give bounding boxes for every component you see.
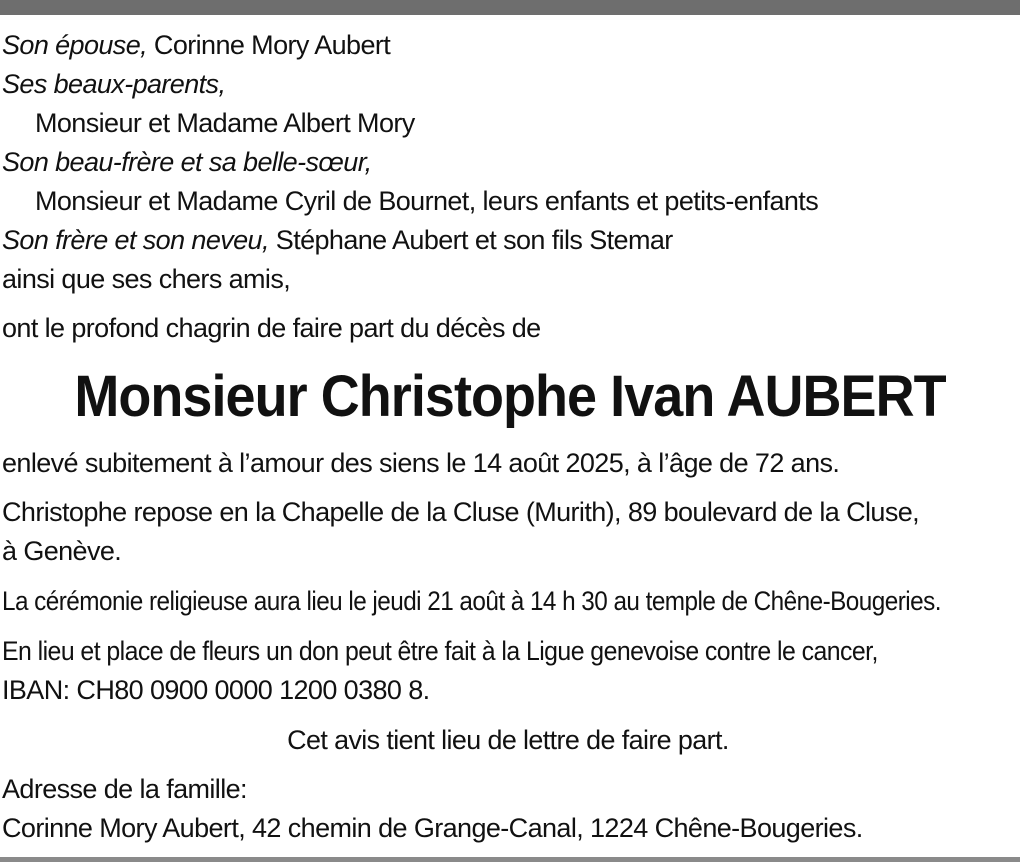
family-address: Corinne Mory Aubert, 42 chemin de Grange-Canal, 1224 Chêne-Bougeries. [2, 813, 863, 843]
repose-line-1: Christophe repose en la Chapelle de la Cluse (Murith), 89 boulevard de la Cluse, [2, 497, 920, 527]
ceremony-text: La cérémonie religieuse aura lieu le jeudi 21 août à 14 h 30 au temple de Chêne-Bougeries. [2, 586, 941, 616]
brother-name: Stéphane Aubert et son fils Stemar [268, 225, 673, 255]
bottom-border-rule [0, 857, 1020, 862]
deceased-name-heading: Monsieur Christophe Ivan AUBERT [74, 364, 946, 429]
address-label: Adresse de la famille: [2, 774, 247, 804]
friends-line: ainsi que ses chers amis, [2, 264, 291, 294]
inlaws-name: Monsieur et Madame Albert Mory [35, 108, 415, 138]
spouse-role: Son épouse, [2, 30, 148, 60]
brother-line [2, 223, 673, 257]
donation-line-2: IBAN: CH80 0900 0000 1200 0380 8. [2, 675, 430, 705]
donation-line-1: En lieu et place de fleurs un don peut être fait à la Ligue genevoise contre le cancer, [2, 636, 878, 666]
spouse-name: Corinne Mory Aubert [147, 30, 391, 60]
announcement-text: ont le profond chagrin de faire part du décès de [2, 313, 541, 343]
notice-statement: Cet avis tient lieu de lettre de faire part. [287, 725, 729, 755]
spouse-line [2, 28, 390, 62]
brother-role: Son frère et son neveu, [2, 225, 269, 255]
inlaws-role: Ses beaux-parents, [2, 69, 226, 99]
death-text: enlevé subitement à l’amour des siens le 14 août 2025, à l’âge de 72 ans. [2, 448, 840, 478]
repose-line-2: à Genève. [2, 536, 122, 566]
siblings-inlaw-role: Son beau-frère et sa belle-sœur, [2, 147, 372, 177]
top-border-rule [0, 0, 1020, 15]
siblings-inlaw-name: Monsieur et Madame Cyril de Bournet, leurs enfants et petits-enfants [35, 186, 819, 216]
